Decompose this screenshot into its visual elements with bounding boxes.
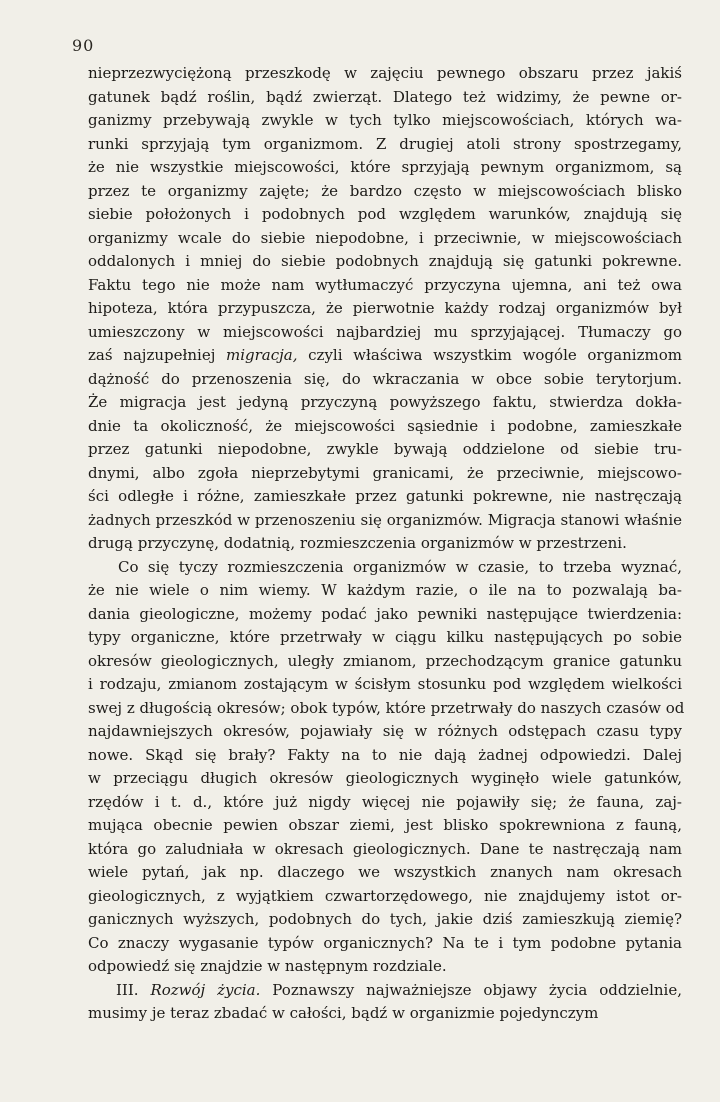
text-line: która go zaludniała w okresach gieologicznych. Dane te nastręczają nam [88,839,682,858]
body-text [88,62,685,1026]
text-line: mująca obecnie pewien obszar ziemi, jest blisko spokrewniona z fauną, [88,816,682,834]
text-line: swej z długością okresów; obok typów, które przetrwały do naszych czasów od [88,698,685,717]
paragraph-migration [88,62,682,556]
text-line: dania gieologiczne, możemy podać jako pewniki następujące twierdzenia: [88,604,682,623]
section-numeral: III. [116,980,139,999]
text-line: Faktu tego nie może nam wytłumaczyć przyczyna ujemna, ani też owa [88,275,682,294]
text-line: ganicznych wyższych, podobnych do tych, jakie dziś zamieszkują ziemię? [88,910,682,928]
section-title: Rozwój życia. [150,980,261,999]
paragraph-distribution-in-time [88,556,685,979]
text-line: ści odległe i różne, zamieszkałe przez gatunki pokrewne, nie nastręczają [88,487,682,505]
text-line: oddalonych i mniej do siebie podobnych znajdują się gatunki pokrewne. [88,252,682,270]
text-line: odpowiedź się znajdzie w następnym rozdziale. [88,957,447,975]
text-line: rzędów i t. d., które już nigdy więcej nie pojawiły się; że fauna, zaj- [88,792,682,811]
text-line: wiele pytań, jak np. dlaczego we wszystkich znanych nam okresach [88,863,682,881]
text-line: żadnych przeszkód w przenoszeniu się organizmów. Migracja stanowi właśnie [88,510,682,529]
text-line: dążność do przenoszenia się, do wkraczania w obce sobie terytorjum. [88,369,682,388]
text-line: przez te organizmy zajęte; że bardzo często w miejscowościach blisko [88,181,682,200]
italic-term: migracja, [226,346,298,364]
text-line [88,344,682,368]
text-line: runki sprzyjają tym organizmom. Z drugiej atoli strony spostrzegamy, [88,134,682,153]
text-line: siebie położonych i podobnych pod względem warunków, znajdują się [88,205,682,223]
text-line: dnie ta okoliczność, że miejscowości sąsiednie i podobne, zamieszkałe [88,416,682,435]
text-line: że nie wiele o nim wiemy. W każdym razie, o ile na to pozwalają ba- [88,581,682,599]
text-line: w przeciągu długich okresów gieologicznych wyginęło wiele gatunków, [88,769,682,787]
text-line: Że migracja jest jedyną przyczyną powyższego faktu, stwierdza dokła- [88,393,682,411]
text-line: musimy je teraz zbadać w całości, bądź w organizmie pojedynczym [88,1004,599,1022]
text-segment: czyli właściwa wszystkim wogóle organizmom [297,346,682,364]
text-line: przez gatunki niepodobne, zwykle bywają oddzielone od siebie tru- [88,440,682,458]
text-line: organizmy wcale do siebie niepodobne, i przeciwnie, w miejscowościach [88,228,682,247]
text-line: nowe. Skąd się brały? Fakty na to nie dają żadnej odpowiedzi. Dalej [88,745,682,764]
text-line: i rodzaju, zmianom zostającym w ścisłym stosunku pod względem wielkości [88,675,682,693]
section-development-of-life [88,979,682,1026]
text-line: dnymi, albo zgoła nieprzebytymi granicami, że przeciwnie, miejscowo- [88,463,682,482]
text-line: nieprzezwyciężoną przeszkodę w zajęciu pewnego obszaru przez jakiś [88,64,682,82]
text-line: drugą przyczynę, dodatnią, rozmieszczenia organizmów w przestrzeni. [88,534,627,552]
text-line: Co znaczy wygasanie typów organicznych? Na te i tym podobne pytania [88,933,682,952]
section-line-rest: Poznawszy najważniejsze objawy życia oddzielnie, [272,980,682,999]
text-line: gieologicznych, z wyjątkiem czwartorzędowego, nie znajdujemy istot or- [88,886,682,905]
text-line: najdawniejszych okresów, pojawiały się w różnych odstępach czasu typy [88,722,682,740]
text-line: hipoteza, która przypuszcza, że pierwotnie każdy rodzaj organizmów był [88,299,682,317]
text-line: Co się tyczy rozmieszczenia organizmów w czasie, to trzeba wyznać, [118,557,682,576]
text-line: typy organiczne, które przetrwały w ciągu kilku następujących po sobie [88,628,682,646]
text-line: okresów gieologicznych, uległy zmianom, przechodzącym granice gatunku [88,651,682,670]
page-number: 90 [72,36,95,55]
text-line: gatunek bądź roślin, bądź zwierząt. Dlatego też widzimy, że pewne or- [88,87,682,106]
text-line: ganizmy przebywają zwykle w tych tylko miejscowościach, których wa- [88,111,682,129]
text-segment: zaś najzupełniej [88,346,226,364]
text-line [88,979,682,1003]
text-line: umieszczony w miejscowości najbardziej mu sprzyjającej. Tłumaczy go [88,322,682,341]
text-line: że nie wszystkie miejscowości, które sprzyjają pewnym organizmom, są [88,158,682,176]
